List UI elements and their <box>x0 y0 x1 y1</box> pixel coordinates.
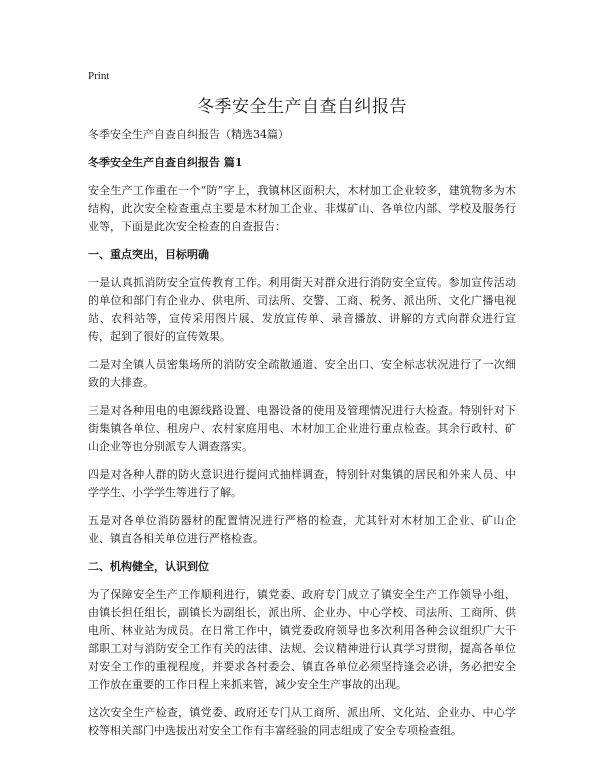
document-page <box>88 68 516 750</box>
section1-paragraph: 五是对各单位消防器材的配置情况进行严格的检查，尤其针对木材加工企业、矿山企业、镇直各相关单位进行严格检查。 <box>88 514 516 545</box>
intro-paragraph: 安全生产工作重在一个“防”字上，我镇林区面积大，木材加工企业较多，建筑物多为木结构，此次安全检查重点主要是木材加工企业、非煤矿山、各单位内部、学校及服务行业等，下面是此次安全检查的自查报告： <box>88 184 516 233</box>
section-heading-1: 一、重点突出，目标明确 <box>88 248 209 261</box>
print-label[interactable]: Print <box>88 70 110 82</box>
section1-paragraph: 四是对各种人群的防火意识进行提问式抽样调查，特别针对集镇的居民和外来人员、中学学生、小学学生等进行了解。 <box>88 468 516 499</box>
section1-paragraph: 一是认真抓消防安全宣传教育工作。利用街天对群众进行消防安全宣传。参加宣传活动的单位和部门有企业办、供电所、司法所、交警、工商、税务、派出所、文化广播电视站、农科站等，宣传采用图片展、发放宣传单、录音播放、讲解的方式向群众进行宣传，起到了很好的宣传效果。 <box>88 276 516 343</box>
section1-paragraph: 二是对全镇人员密集场所的消防安全疏散通道、安全出口、安全标志状况进行了一次细致的大排查。 <box>88 358 516 389</box>
section2-paragraph: 为了保障安全生产工作顺利进行，镇党委、政府专门成立了镇安全生产工作领导小组，由镇长担任组长，副镇长为副组长，派出所、企业办、中心学校、司法所、工商所、供电所、林业站为成员。在日常工作中，镇党委政府领导也多次利用各种会议组织广大干部职工对与消防安全工作有关的法律、法规、会议精神进行认真学习贯彻，提高各单位对安全工作的重视程度，并要求各村委会、镇直各单位必须坚持逢会必讲，务必把安全工作放在重要的工作日程上来抓来管，减少安全生产事故的出现。 <box>88 588 516 691</box>
page-title: 冬季安全生产自查自纠报告 <box>197 97 407 117</box>
section1-paragraph: 三是对各种用电的电源线路设置、电器设备的使用及管理情况进行大检查。特别针对下街集镇各单位、租房户、农村家庭用电、木材加工企业进行重点检查。其余行政村、矿山企业等也分别派专人调查落实。 <box>88 404 516 453</box>
document-subtitle: 冬季安全生产自查自纠报告（精选34篇） <box>88 128 289 141</box>
section2-paragraph: 这次安全生产检查，镇党委、政府还专门从工商所、派出所、文化站、企业办、中心学校等相关部门中选拔出对安全工作有丰富经验的同志组成了安全专项检查组。 <box>88 706 516 737</box>
section-heading-2: 二、机构健全，认识到位 <box>88 560 209 573</box>
article-heading: 冬季安全生产自查自纠报告 篇1 <box>88 156 243 169</box>
